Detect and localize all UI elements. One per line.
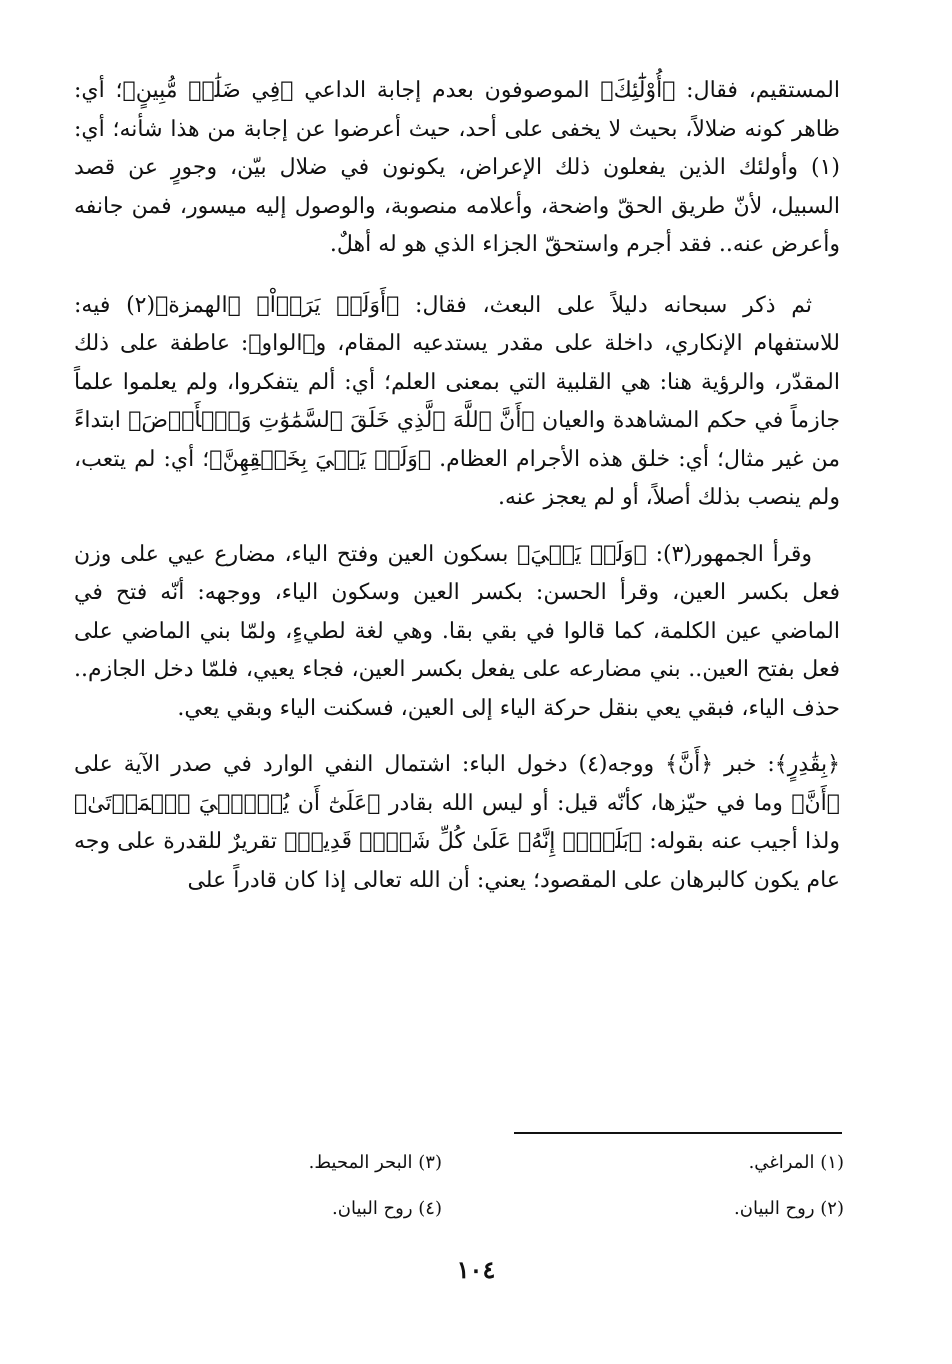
footnote-3: (٣) البحر المحيط. xyxy=(308,1152,442,1173)
page-number: ١٠٤ xyxy=(456,1255,496,1284)
paragraph-4: ﴿بِقَٰدِرٍ﴾: خبر ﴿أَنَّ﴾ ووجه(٤) دخول الباء: اشتمال النفي الوارد في صدر الآية على ﴿أَنَّ﴾ وما في حيّزها، كأنّه قيل: أو ليس الله بقادر ﴿عَلَىٰٓ أَن يُحۡـِۧيَ ٱلۡمَوۡتَىٰ﴾ ولذا أجيب عنه بقوله: ﴿بَلَىٰٓۚ إِنَّهُۥ عَلَىٰ كُلِّ شَيۡءٖ قَدِيرٞ﴾ تقريرٌ للقدرة على وجه عام يكون كالبرهان على المقصود؛ يعني: أن الله تعالى إذا كان قادراً على xyxy=(74,752,841,893)
paragraph-2: ثم ذكر سبحانه دليلاً على البعث، فقال: ﴿أَوَلَمۡ يَرَوۡاْ﴾ ﴿الهمزة﴾(٢) فيه: للاستفهام الإنكاري، داخلة على مقدر يستدعيه المقام، و﴿الواو﴾: عاطفة على ذلك المقدّر، والرؤية هنا: هي القلبية التي بمعنى العلم؛ أي: ألم يتفكروا، ولم يعلموا علماً جازماً في حكم المشاهدة والعيان ﴿أَنَّ ٱللَّهَ ٱلَّذِي خَلَقَ ٱلسَّمَٰوَٰتِ وَٱلۡأَرۡضَ﴾ ابتداءً من غير مثال؛ أي: خلق هذه الأجرام العظام. ﴿وَلَمۡ يَعۡيَ بِخَلۡقِهِنَّ﴾؛ أي: لم يتعب، ولم ينصب بذلك أصلاً، أو لم يعجز عنه. xyxy=(74,292,840,510)
paragraph-1: المستقيم، فقال: ﴿أُوْلَٰٓئِكَ﴾ الموصوفون بعدم إجابة الداعي ﴿فِي ضَلَٰلٖ مُّبِينٍ﴾؛ أي: ظاهر كونه ضلالاً، بحيث لا يخفى على أحد، حيث أعرضوا عن إجابة من هذا شأنه؛ أي:(١) وأولئك الذين يفعلون ذلك الإعراض، يكونون في ضلال بيّن، وجورٍ عن قصد السبيل، لأنّ طريق الحقّ واضحة، وأعلامه منصوبة، والوصول إليه ميسور، فمن جانفه وأعرض عنه.. فقد أجرم واستحقّ الجزاء الذي هو له أهلٌ. xyxy=(74,78,840,257)
footnote-1: (١) المراغي. xyxy=(748,1152,844,1173)
footnote-2: (٢) روح البيان. xyxy=(734,1198,844,1219)
footnotes xyxy=(160,1150,844,1242)
footnote-row xyxy=(160,1150,844,1176)
footnote-separator xyxy=(514,1132,842,1134)
page-body xyxy=(74,72,840,900)
footnote-row xyxy=(160,1196,844,1222)
footnote-4: (٤) روح البيان. xyxy=(332,1198,442,1219)
paragraph-3: وقرأ الجمهور(٣): ﴿وَلَمۡ يَعۡيَ﴾ بسكون العين وفتح الياء، مضارع عيي على وزن فعل بكسر العين، وقرأ الحسن: بكسر العين وسكون الياء، ووجهه: أنّه فتح في الماضي عين الكلمة، كما قالوا في بقي بقا. وهي لغة لطيءٍ، ولمّا بني الماضي على فعل بفتح العين.. بني مضارعه على يفعل بكسر العين، فجاء يعيي، فلمّا دخل الجازم.. حذف الياء، فبقي يعي بنقل حركة الياء إلى العين، فسكنت الياء وبقي يعي. xyxy=(74,541,840,721)
